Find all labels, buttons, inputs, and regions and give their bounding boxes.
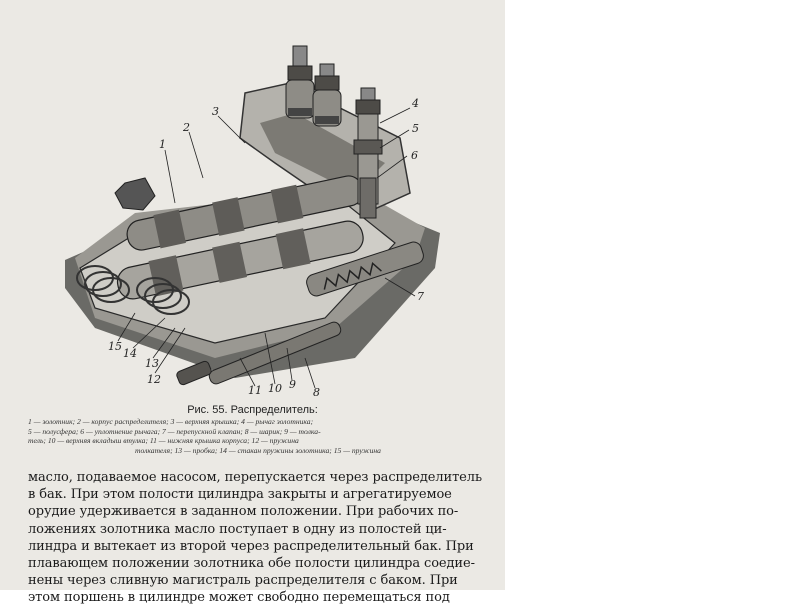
side-bolt [115, 178, 155, 210]
callout-10: 10 [268, 382, 282, 395]
legend-line: 1 — золотник; 2 — корпус распределителя; 3 — верхняя крышка; 4 — рычаг золотника; [28, 417, 314, 426]
callout-6: 6 [411, 149, 418, 162]
stud-left [286, 46, 314, 118]
body-line: плавающем положении золотника обе полости цилиндра соедие- [28, 556, 475, 572]
callout-12: 12 [147, 373, 161, 386]
callout-9: 9 [289, 378, 296, 391]
body-paragraph [28, 469, 490, 607]
callout-1: 1 [159, 138, 166, 151]
callout-8: 8 [313, 386, 320, 399]
distributor-drawing [55, 28, 455, 400]
body-line: линдра и вытекает из второй через распределительный бак. При [28, 538, 474, 554]
legend-line: тель; 10 — верхняя вкладыш втулка; 11 — нижняя крышка корпуса; 12 — пружина [28, 436, 299, 445]
body-line: в бак. При этом полости цилиндра закрыты и агрегатируемое [28, 487, 452, 503]
legend-line: 5 — полусфера; 6 — уплотнение рычага; 7 — перепускной клапан; 8 — шарик; 9 — толка- [28, 426, 321, 436]
body-line: масло, подаваемое насосом, перепускается через распределитель [28, 470, 482, 485]
body-line: орудие удерживается в заданном положении. При рабочих по- [28, 504, 459, 520]
figure-legend [28, 417, 488, 455]
figure-caption: Рис. 55. Распределитель: [187, 404, 318, 416]
legend-line: толкателя; 13 — пробка; 14 — стакан пружины золотника; 15 — пружина [135, 445, 381, 455]
callout-11: 11 [248, 384, 262, 397]
body-line: нены через сливную магистраль распределителя с баком. При [28, 573, 458, 589]
callout-13: 13 [145, 357, 159, 370]
callout-5: 5 [412, 122, 419, 135]
stud-middle [313, 64, 341, 126]
callout-4: 4 [412, 97, 419, 110]
callout-15: 15 [108, 340, 122, 353]
distributor-illustration [55, 28, 455, 400]
callout-3: 3 [212, 105, 219, 118]
callout-2: 2 [183, 121, 190, 134]
callout-14: 14 [123, 347, 137, 360]
body-line: ложениях золотника масло поступает в одну из полостей ци- [28, 521, 447, 537]
callout-7: 7 [417, 290, 424, 303]
body-line: этом поршень в цилиндре может свободно перемещаться под [28, 590, 450, 606]
spool-lever [354, 88, 382, 218]
